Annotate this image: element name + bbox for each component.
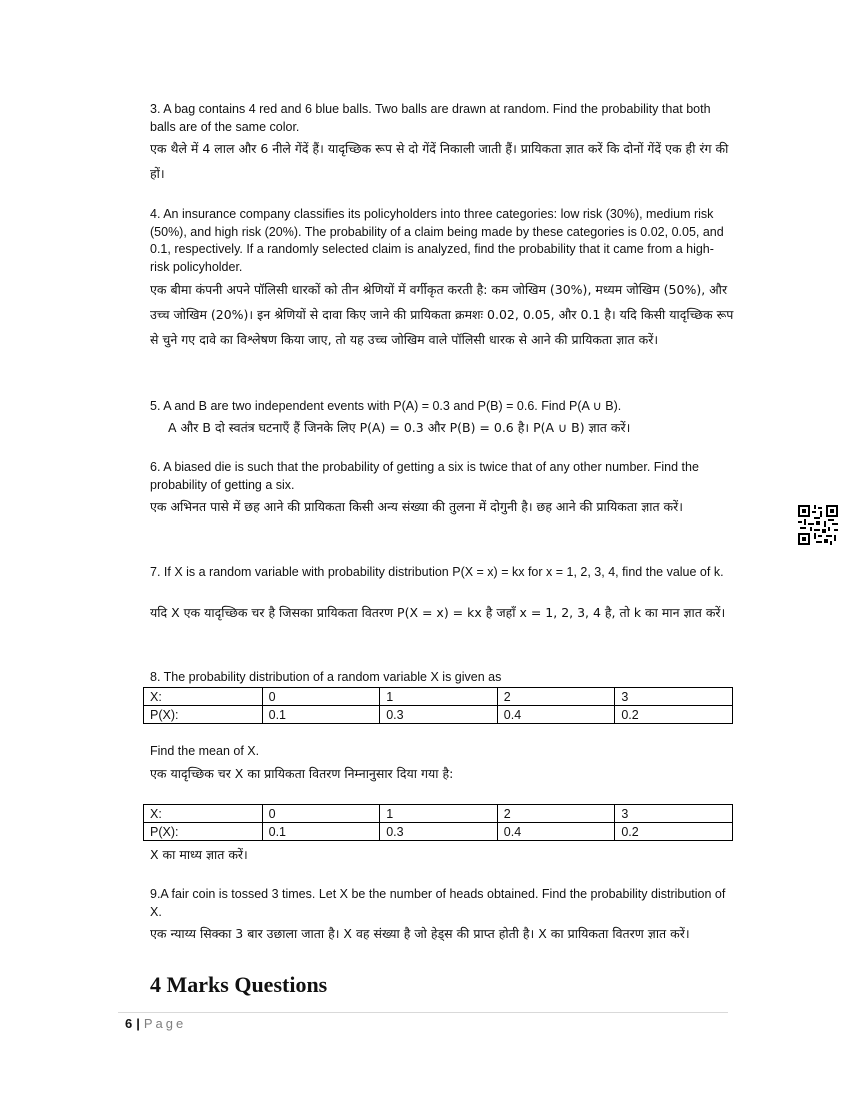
question-3-english: 3. A bag contains 4 red and 6 blue balls. Two balls are drawn at random. Find the probability that both balls are of the same color.: [150, 102, 711, 134]
table-row: [144, 688, 733, 706]
table-row: [144, 805, 733, 823]
table-cell: 0.3: [380, 823, 498, 841]
footer-separator: |: [136, 1016, 140, 1031]
table-cell: X:: [144, 688, 263, 706]
qr-code-icon: [798, 505, 838, 545]
distribution-table-2: [143, 804, 733, 841]
table-cell: 0.2: [615, 823, 733, 841]
question-5-english: 5. A and B are two independent events with P(A) = 0.3 and P(B) = 0.6. Find P(A ∪ B).: [150, 399, 622, 413]
table-row: [144, 823, 733, 841]
table-cell: P(X):: [144, 823, 263, 841]
table-cell: 1: [380, 805, 498, 823]
table-cell: 0.2: [615, 706, 733, 724]
table-cell: 1: [380, 688, 498, 706]
question-8-find-mean-english: Find the mean of X.: [150, 744, 260, 758]
footer-divider: [118, 1012, 728, 1013]
table-cell: 0: [262, 688, 380, 706]
question-7-hindi: यदि X एक यादृच्छिक चर है जिसका प्रायिकता वितरण P(X = x) = kx है जहाँ x = 1, 2, 3, 4 है, तो k का मान ज्ञात करें।: [150, 605, 726, 620]
question-7-english: 7. If X is a random variable with probability distribution P(X = x) = kx for x = 1, 2, 3, 4, find the value of k.: [150, 565, 724, 579]
section-heading: 4 Marks Questions: [150, 972, 328, 997]
question-5-hindi: A और B दो स्वतंत्र घटनाएँ हैं जिनके लिए P(A) = 0.3 और P(B) = 0.6 है। P(A ∪ B) ज्ञात करें।: [168, 420, 631, 435]
question-8-hindi: एक यादृच्छिक चर X का प्रायिकता वितरण निम्नानुसार दिया गया है:: [150, 766, 454, 781]
question-4-hindi: एक बीमा कंपनी अपने पॉलिसी धारकों को तीन श्रेणियों में वर्गीकृत करती है: कम जोखिम (30%), मध्यम जोखिम (50%), और उच्च जोखिम (20%)। इन श्रेणियों से दावा किए जाने की प्रायिकता क्रमशः 0.02, 0.05, और 0.1 है। यदि किसी यादृच्छिक रूप से चुने गए दावे का विश्लेषण किया जाए, तो यह उच्च जोखिम वाले पॉलिसी धारक से आने की प्रायिकता ज्ञात करें।: [150, 282, 734, 347]
table-cell: 3: [615, 688, 733, 706]
table-cell: 0.3: [380, 706, 498, 724]
table-cell: 0: [262, 805, 380, 823]
page-footer: [125, 1016, 186, 1031]
table-cell: 0.1: [262, 706, 380, 724]
page-label: Page: [143, 1016, 187, 1031]
table-cell: 2: [497, 688, 615, 706]
page-number: 6: [125, 1016, 133, 1031]
table-cell: 0.1: [262, 823, 380, 841]
question-8-find-mean-hindi: X का माध्य ज्ञात करें।: [150, 847, 248, 862]
table-cell: P(X):: [144, 706, 263, 724]
distribution-table-1: [143, 687, 733, 724]
question-3-hindi: एक थैले में 4 लाल और 6 नीले गेंदें हैं। यादृच्छिक रूप से दो गेंदें निकाली जाती हैं। प्रायिकता ज्ञात करें कि दोनों गेंदें एक ही रंग की हों।: [150, 141, 729, 181]
question-9-english: 9.A fair coin is tossed 3 times. Let X be the number of heads obtained. Find the probability distribution of X.: [150, 887, 726, 919]
table-cell: X:: [144, 805, 263, 823]
table-cell: 0.4: [497, 823, 615, 841]
table-cell: 3: [615, 805, 733, 823]
table-cell: 0.4: [497, 706, 615, 724]
question-6-english: 6. A biased die is such that the probability of getting a six is twice that of any other number. Find the probability of getting a six.: [150, 460, 699, 492]
table-cell: 2: [497, 805, 615, 823]
question-8-english: 8. The probability distribution of a random variable X is given as: [150, 670, 502, 684]
question-9-hindi: एक न्याय्य सिक्का 3 बार उछाला जाता है। X वह संख्या है जो हेड्स की प्राप्त होती है। X का प्रायिकता वितरण ज्ञात करें।: [150, 926, 690, 941]
question-6-hindi: एक अभिनत पासे में छह आने की प्रायिकता किसी अन्य संख्या की तुलना में दोगुनी है। छह आने की प्रायिकता ज्ञात करें।: [150, 499, 683, 514]
question-4-english: 4. An insurance company classifies its policyholders into three categories: low risk (30%), medium risk (50%), and high risk (20%). The probability of a claim being made by these categories is 0.02, 0.05, and 0.1, respectively. If a randomly selected claim is analyzed, find the probability that it came from a high-risk policyholder.: [150, 207, 724, 274]
table-row: [144, 706, 733, 724]
